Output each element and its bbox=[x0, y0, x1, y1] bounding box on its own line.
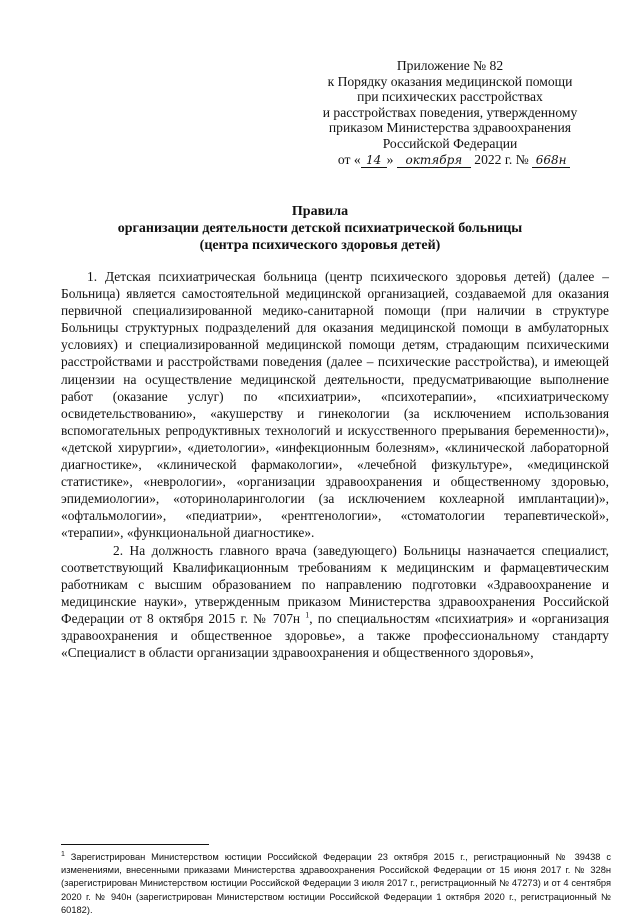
date-year: 2022 г. № bbox=[474, 151, 529, 167]
footnote-reference: 1 bbox=[305, 610, 310, 620]
order-date-line bbox=[308, 152, 600, 168]
footnote bbox=[61, 851, 611, 917]
handwritten-order-number: 668н bbox=[532, 154, 570, 168]
date-prefix: от « bbox=[337, 151, 361, 167]
footnote-divider bbox=[61, 844, 209, 845]
title-organization: организации деятельности детской психиатрической больницы bbox=[117, 221, 523, 236]
paragraph-2 bbox=[61, 542, 609, 662]
handwritten-day: 14 bbox=[361, 154, 387, 168]
title-center: (центра психического здоровья детей) bbox=[199, 238, 441, 253]
appendix-line-ministry: приказом Министерства здравоохранения bbox=[328, 120, 572, 136]
appendix-line-behavior: и расстройствах поведения, утвержденному bbox=[322, 104, 578, 120]
document-body bbox=[61, 268, 609, 661]
appendix-line-federation: Российской Федерации bbox=[382, 135, 518, 151]
paragraph-2-text-start: 2. На должность главного врача (заведующего) Больницы назначается специалист, соответствующий Квалификационным требованиям к медицинским и фармацевтическим работникам с высшим образованием по направлению подготовки «Здравоохранение и медицинские науки», утвержденным приказом Министерства здравоохранения Российской Федерации от 8 октября 2015 г. № 707н bbox=[61, 542, 609, 626]
appendix-line-procedure: к Порядку оказания медицинской помощи bbox=[327, 73, 573, 89]
handwritten-month: октября bbox=[397, 154, 471, 168]
appendix-number: Приложение № 82 bbox=[396, 58, 504, 73]
title-rules: Правила bbox=[291, 204, 349, 219]
paragraph-2-text-end: , по специальностям «психиатрия» и «организация здравоохранения и общественное здоровье», а также профессиональному стандарту «Специалист в области организации здравоохранения и общественного здоровья», bbox=[61, 610, 609, 661]
appendix-header bbox=[300, 58, 600, 168]
footnote-text: Зарегистрирован Министерством юстиции Российской Федерации 23 октября 2015 г., регистрационный № 39438 с изменениями, внесенными приказами Министерства здравоохранения Российской Федерации от 15 июня 2017 г. № 328н (зарегистрирован Министерством юстиции Российской Федерации 3 июля 2017 г., регистрационный № 47273) и от 4 сентября 2020 г. № 940н (зарегистрирован Министерством юстиции Российской Федерации 1 октября 2020 г., регистрационный № 60182). bbox=[61, 852, 611, 915]
appendix-line-disorders: при психических расстройствах bbox=[357, 89, 543, 105]
paragraph-1: 1. Детская психиатрическая больница (центр психического здоровья детей) (далее – Больница) является самостоятельной медицинской организацией, создаваемой для оказания первичной специализированной медико-санитарной помощи (при наличии в структуре Больницы структурных подразделений для оказания медицинской помощи в амбулаторных условиях) и специализированной медицинской помощи детям, страдающим психическими расстройствами и расстройствами поведения (далее – психические расстройства), и имеющей лицензии на осуществление медицинской деятельности, предусматривающие выполнение работ (оказание услуг) по «психиатрии», «психотерапии», «психиатрическому освидетельствованию», «акушерству и гинекологии (за исключением использования вспомогательных репродуктивных технологий и искусственного прерывания беременности)», «детской хирургии», «диетологии», «инфекционным болезням», «клинической лабораторной диагностике», «клинической фармакологии», «лечебной физкультуре», «медицинской статистике», «неврологии», «организации здравоохранения и общественному здоровью, эпидемиологии», «оториноларингологии (за исключением кохлеарной имплантации)», «офтальмологии», «педиатрии», «рентгенологии», «стоматологии терапевтической», «терапии», «функциональной диагностике». bbox=[61, 269, 609, 541]
footnote-marker: 1 bbox=[61, 850, 65, 858]
document-title bbox=[40, 203, 600, 254]
date-mid: » bbox=[386, 151, 394, 167]
